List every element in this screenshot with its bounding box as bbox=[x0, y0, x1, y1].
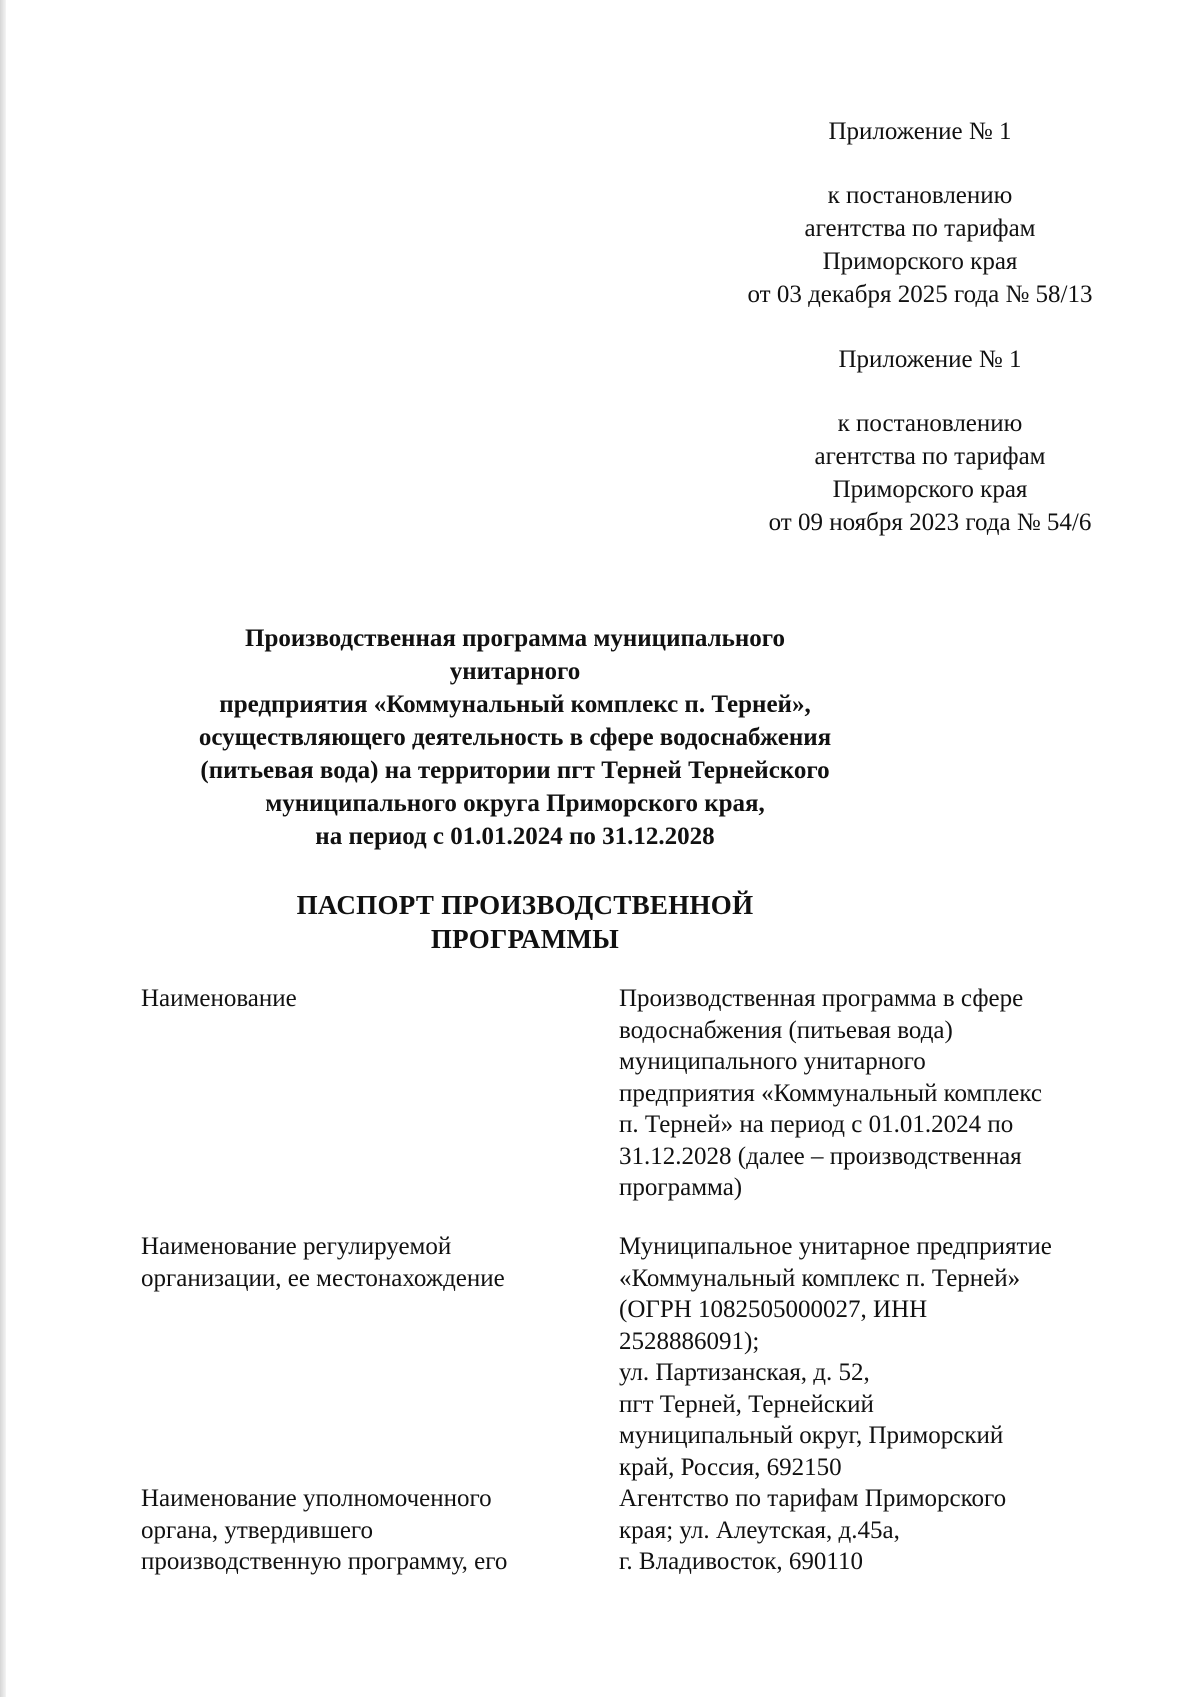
appendix-date-number: от 03 декабря 2025 года № 58/13 bbox=[747, 281, 1093, 308]
value-line: программа) bbox=[619, 1174, 743, 1201]
scan-edge-shadow bbox=[0, 0, 6, 1697]
value-line: муниципальный округ, Приморский bbox=[619, 1422, 1004, 1449]
title-line: (питьевая вода) на территории пгт Терней Тернейского bbox=[200, 757, 830, 784]
title-line: осуществляющего деятельность в сфере водоснабжения bbox=[198, 724, 832, 751]
appendix-date-number: от 09 ноября 2023 года № 54/6 bbox=[768, 509, 1092, 536]
appendix-agency: агентства по тарифам bbox=[814, 443, 1046, 470]
passport-label bbox=[141, 1483, 619, 1623]
value-line: муниципального унитарного bbox=[619, 1048, 926, 1075]
title-line: муниципального округа Приморского края, bbox=[265, 790, 765, 817]
passport-row-name bbox=[141, 983, 1121, 1231]
value-line: 2528886091); bbox=[619, 1327, 760, 1355]
passport-value bbox=[619, 1483, 1119, 1623]
passport-label bbox=[141, 983, 619, 1231]
value-line: края; ул. Алеутская, д.45а, bbox=[619, 1516, 900, 1544]
passport-value bbox=[619, 983, 1119, 1231]
label-line: организации, ее местонахождение bbox=[141, 1264, 505, 1292]
document-title bbox=[190, 622, 840, 853]
label-line: Наименование регулируемой bbox=[141, 1233, 452, 1260]
appendix-region: Приморского края bbox=[822, 248, 1018, 275]
passport-heading: ПАСПОРТ ПРОИЗВОДСТВЕННОЙ ПРОГРАММЫ bbox=[296, 890, 754, 954]
passport-value bbox=[619, 1231, 1119, 1483]
label-line: Наименование bbox=[141, 985, 297, 1012]
value-line: «Коммунальный комплекс п. Терней» bbox=[619, 1264, 1021, 1292]
appendix-header-previous bbox=[720, 343, 1140, 539]
appendix-to-resolution: к постановлению bbox=[827, 182, 1013, 209]
title-line: на период с 01.01.2024 по 31.12.2028 bbox=[315, 823, 715, 850]
passport-row-organization bbox=[141, 1231, 1121, 1483]
value-line: край, Россия, 692150 bbox=[619, 1453, 842, 1481]
value-line: 31.12.2028 (далее – производственная bbox=[619, 1142, 1022, 1170]
value-line: предприятия «Коммунальный комплекс bbox=[619, 1079, 1042, 1107]
value-line: Агентство по тарифам Приморского bbox=[619, 1485, 1007, 1512]
appendix-header-current bbox=[710, 115, 1130, 311]
label-line: органа, утвердившего bbox=[141, 1516, 374, 1544]
appendix-number: Приложение № 1 bbox=[838, 346, 1022, 373]
appendix-number: Приложение № 1 bbox=[828, 118, 1012, 145]
value-line: п. Терней» на период с 01.01.2024 по bbox=[619, 1111, 1014, 1138]
title-line: предприятия «Коммунальный комплекс п. Терней», bbox=[219, 691, 811, 718]
passport-label bbox=[141, 1231, 619, 1483]
value-line: водоснабжения (питьевая вода) bbox=[619, 1016, 953, 1044]
value-line: г. Владивосток, 690110 bbox=[619, 1548, 863, 1575]
label-line: производственную программу, его bbox=[141, 1548, 508, 1575]
title-line: Производственная программа муниципального унитарного bbox=[245, 625, 785, 685]
value-line: Производственная программа в сфере bbox=[619, 985, 1024, 1012]
value-line: Муниципальное унитарное предприятие bbox=[619, 1233, 1052, 1260]
value-line: ул. Партизанская, д. 52, bbox=[619, 1359, 870, 1386]
value-line: (ОГРН 1082505000027, ИНН bbox=[619, 1296, 928, 1323]
passport-table bbox=[141, 983, 1121, 1623]
passport-row-authority bbox=[141, 1483, 1121, 1623]
value-line: пгт Терней, Тернейский bbox=[619, 1390, 874, 1418]
appendix-region: Приморского края bbox=[832, 476, 1028, 503]
appendix-agency: агентства по тарифам bbox=[804, 215, 1036, 242]
appendix-to-resolution: к постановлению bbox=[837, 410, 1023, 437]
label-line: Наименование уполномоченного bbox=[141, 1485, 492, 1512]
